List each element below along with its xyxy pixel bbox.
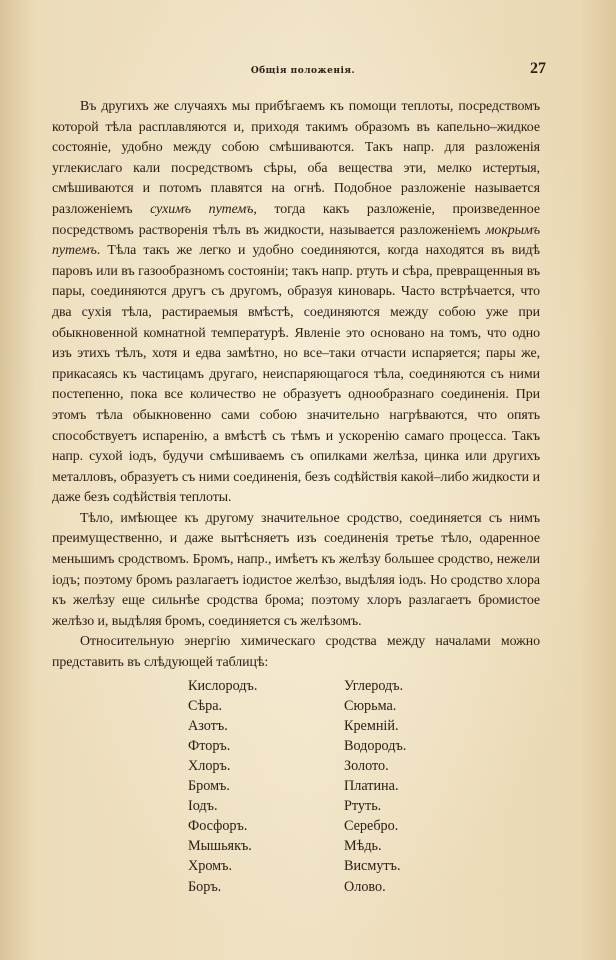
running-title: Общія положенія. <box>250 66 356 76</box>
element-item: Висмутъ. <box>344 858 401 875</box>
italic-term-dry-way: сухимъ путемъ <box>150 201 254 217</box>
page-body <box>52 97 540 894</box>
paragraph-heat-and-vapour <box>52 97 540 509</box>
element-item: Фторъ. <box>188 737 231 754</box>
element-item: Олово. <box>344 878 386 895</box>
element-item: Углеродъ. <box>344 677 404 694</box>
paragraph-text: . Тѣла такъ же легко и удобно соединяются, когда находятся въ видѣ паровъ или въ газообразномъ состояніи; такъ напр. ртуть и сѣра, превращенныя въ пары, соединяются другъ съ другомъ, образуя киноварь. Часто встрѣчается, что два сухія тѣла, растираемыя вмѣстѣ, соединяются между собою уже при обыкновенной комнатной температурѣ. Явленіе это основано на томъ, что одно изъ этихъ тѣлъ, хотя и едва замѣтно, но все–таки отчасти испаряется; пары же, прикасаясь къ частицамъ другаго, неиспаряющагося тѣла, соединяются съ ними постепенно, пока все количество не образуетъ однообразнаго соединенія. При этомъ тѣла обыкновенно сами собою значительно нагрѣваются, что опять способствуетъ испаренію, а вмѣстѣ съ тѣмъ и ускоренію самаго процесса. Такъ напр. сухой іодъ, будучи смѣшиваемъ съ опилками желѣза, цинка или другихъ металловъ, образуетъ съ ними соединенія, безъ содѣйствія какой–либо жидкости и даже безъ содѣйствія теплоты. <box>52 243 540 506</box>
element-item: Азотъ. <box>188 717 228 734</box>
element-item: Сѣра. <box>188 697 223 714</box>
element-item: Водородъ. <box>344 737 407 754</box>
element-item: Іодъ. <box>188 798 218 815</box>
page-number: 27 <box>530 60 546 77</box>
affinity-table-left-column <box>188 676 257 897</box>
element-item: Бромъ. <box>188 778 230 795</box>
element-item: Кремній. <box>344 717 399 734</box>
italic-term-wet-way: мокрымъ путемъ <box>52 222 540 259</box>
element-item: Серебро. <box>344 818 399 835</box>
element-item: Хлоръ. <box>188 758 231 774</box>
element-item: Мѣдь. <box>344 838 382 855</box>
element-item: Кислородъ. <box>188 677 258 694</box>
element-item: Сюрьма. <box>344 697 397 714</box>
paragraph-text: Въ другихъ же случаяхъ мы прибѣгаемъ къ помощи теплоты, посредствомъ которой тѣла расплавляются и, приходя такимъ образомъ въ капельно–жидкое состояніе, удобно между собою смѣшиваются. Такъ напр. для разложенія углекислаго кали посредствомъ сѣры, оба вещества эти, мелко истертыя, смѣшиваются и потомъ плавятся на огнѣ. Подобное разложеніе называется разложеніемъ <box>52 99 540 217</box>
element-item: Хромъ. <box>188 858 233 875</box>
element-item: Боръ. <box>188 878 222 895</box>
element-item: Фосфоръ. <box>188 818 248 835</box>
page-header <box>60 60 546 82</box>
paragraph-text: , тогда какъ разложеніе, произведенное посредствомъ растворенія тѣлъ въ жидкости, называется разложеніемъ <box>52 201 540 238</box>
element-item: Ртуть. <box>344 798 382 815</box>
paragraph-table-intro: Относительную энергію химическаго сродства между началами можно представить въ слѣдующей таблицѣ: <box>52 634 540 671</box>
element-item: Платина. <box>344 778 399 795</box>
affinity-table-right-column <box>344 676 406 897</box>
affinity-table <box>52 676 540 894</box>
paragraph-affinity: Тѣло, имѣющее къ другому значительное сродство, соединяется съ нимъ преимущественно, и даже вытѣсняетъ изъ соединенія третье тѣло, одаренное меньшимъ сродствомъ. Бромъ, напр., имѣетъ къ желѣзу большее сродство, нежели іодъ; поэтому бромъ разлагаетъ іодистое желѣзо, выдѣляя іодъ. Но сродство хлора къ желѣзу еще сильнѣе сродства брома; поэтому хлоръ разлагаетъ бромистое желѣзо и, выдѣляя бромъ, соединяется съ желѣзомъ. <box>52 510 540 629</box>
element-item: Золото. <box>344 758 389 774</box>
element-item: Мышьякъ. <box>188 838 252 855</box>
